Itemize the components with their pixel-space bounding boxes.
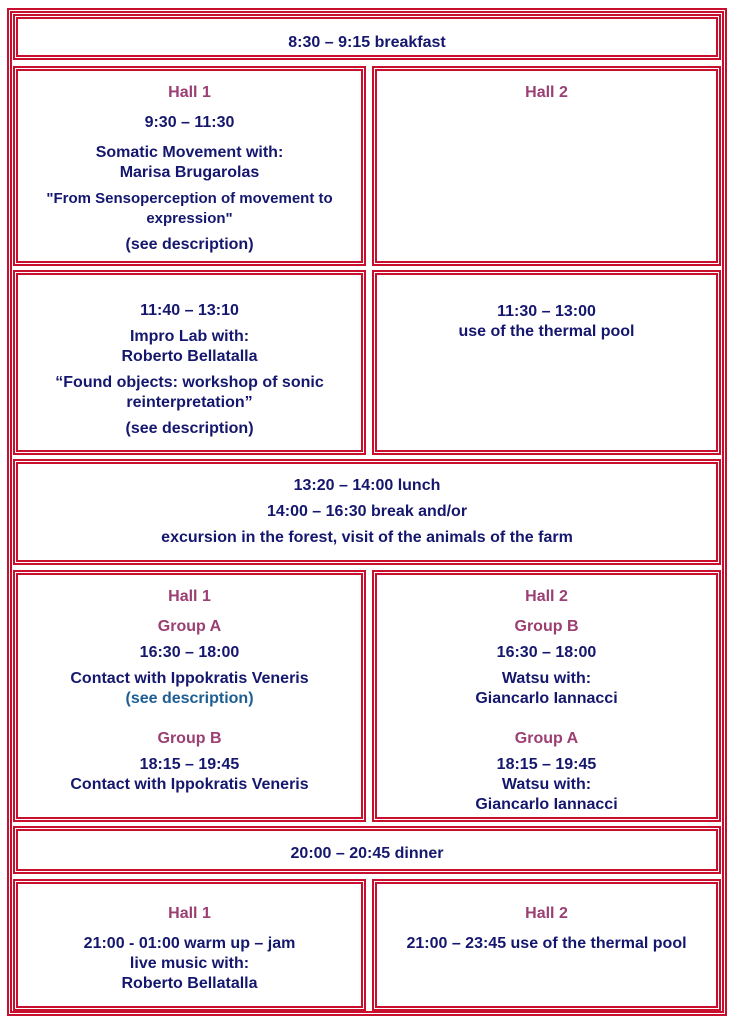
morning-hall2-cell <box>372 66 721 266</box>
session-title: Impro Lab with: <box>129 328 250 345</box>
session-quote-line1: "From Sensoperception of movement to <box>46 190 333 207</box>
pool-text: use of the thermal pool <box>458 323 635 340</box>
hall1-label: Hall 1 <box>168 905 211 922</box>
hall1-label: Hall 1 <box>168 588 211 605</box>
group-a-activity: Contact with Ippokratis Veneris <box>70 670 309 687</box>
session-title: Somatic Movement with: <box>95 144 284 161</box>
group-a-teacher: Giancarlo Iannacci <box>475 796 618 813</box>
session-teacher: Marisa Brugarolas <box>119 164 260 181</box>
group-a-time: 16:30 – 18:00 <box>139 644 240 661</box>
group-b-teacher: Giancarlo Iannacci <box>475 690 618 707</box>
break-text: 14:00 – 16:30 break and/or <box>266 503 468 520</box>
afternoon-hall1-cell <box>13 570 366 822</box>
hall1-label: Hall 1 <box>168 84 211 101</box>
group-b-label: Group B <box>157 730 222 747</box>
afternoon-hall2-cell <box>372 570 721 822</box>
session-time: 9:30 – 11:30 <box>144 114 235 131</box>
breakfast-row <box>13 14 721 60</box>
group-b-activity: Watsu with: <box>501 670 592 687</box>
evening-hall1-cell <box>13 879 366 1011</box>
dinner-text: 20:00 – 20:45 dinner <box>290 845 444 862</box>
group-b-time: 16:30 – 18:00 <box>496 644 597 661</box>
group-a-time: 18:15 – 19:45 <box>496 756 597 773</box>
group-b-activity: Contact with Ippokratis Veneris <box>70 776 309 793</box>
group-a-label: Group A <box>514 730 579 747</box>
see-description-link[interactable]: (see description) <box>125 420 254 437</box>
hall2-label: Hall 2 <box>525 905 568 922</box>
midday-left-cell <box>13 270 366 455</box>
hall2-label: Hall 2 <box>525 84 568 101</box>
breakfast-text: 8:30 – 9:15 breakfast <box>288 34 446 51</box>
group-b-label: Group B <box>514 618 579 635</box>
pool-text: 21:00 – 23:45 use of the thermal pool <box>406 935 687 952</box>
morning-hall1-cell <box>13 66 366 266</box>
group-a-label: Group A <box>157 618 222 635</box>
see-description-link[interactable]: (see description) <box>125 690 254 707</box>
group-a-activity: Watsu with: <box>501 776 592 793</box>
musician-text: Roberto Bellatalla <box>121 975 258 992</box>
evening-hall2-cell <box>372 879 721 1011</box>
see-description-link[interactable]: (see description) <box>125 236 254 253</box>
session-time: 11:40 – 13:10 <box>140 302 239 319</box>
lunch-text: 13:20 – 14:00 lunch <box>293 477 441 494</box>
session-quote-line2: reinterpretation” <box>126 394 253 411</box>
session-teacher: Roberto Bellatalla <box>121 348 258 365</box>
session-quote-line1: “Found objects: workshop of sonic <box>55 374 324 391</box>
jam-text: 21:00 - 01:00 warm up – jam <box>83 935 296 952</box>
dinner-row <box>13 826 721 874</box>
live-music-text: live music with: <box>129 955 250 972</box>
excursion-text: excursion in the forest, visit of the animals of the farm <box>161 529 573 546</box>
hall2-label: Hall 2 <box>525 588 568 605</box>
lunch-row <box>13 459 721 565</box>
pool-time: 11:30 – 13:00 <box>497 303 596 320</box>
session-quote-line2: expression" <box>146 210 233 227</box>
group-b-time: 18:15 – 19:45 <box>139 756 240 773</box>
midday-right-cell <box>372 270 721 455</box>
